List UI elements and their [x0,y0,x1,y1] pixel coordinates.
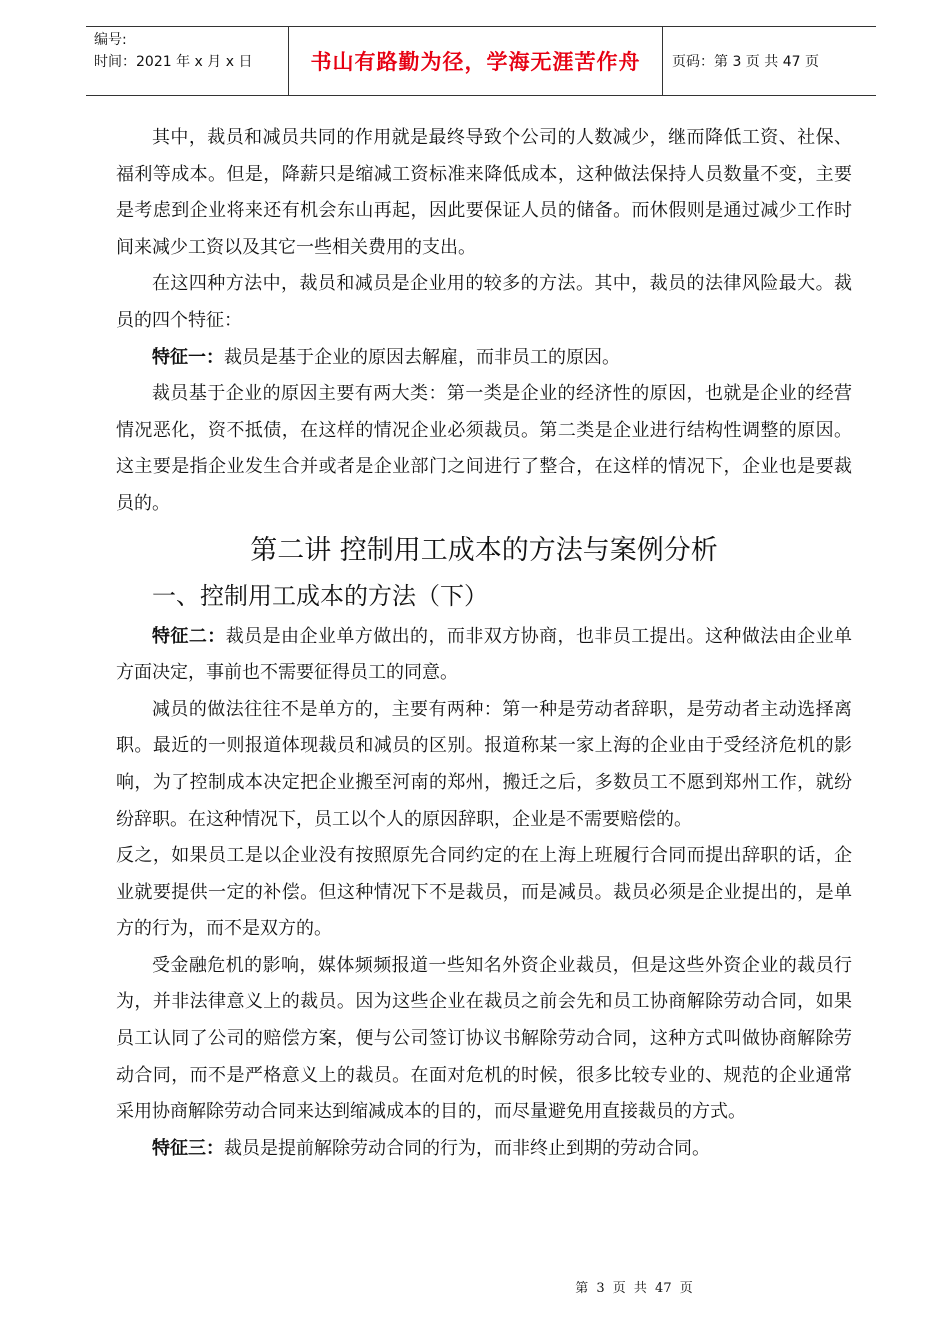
feature-label: 特征三： [152,1137,224,1159]
page-footer [0,1277,950,1296]
feature-paragraph [116,619,852,692]
feature-text: 裁员是由企业单方做出的，而非双方协商，也非员工提出。这种做法由企业单方面决定，事前也不需要征得员工的同意。 [116,625,853,684]
feature-paragraph [116,1131,852,1168]
paragraph: 其中，裁员和减员共同的作用就是最终导致个公司的人数减少，继而降低工资、社保、福利等成本。但是，降薪只是缩减工资标准来降低成本，这种做法保持人员数量不变，主要是考虑到企业将来还有机会东山再起，因此要保证人员的储备。而休假则是通过减少工作时间来减少工资以及其它一些相关费用的支出。 [116,127,852,258]
paragraph: 受金融危机的影响，媒体频频报道一些知名外资企业裁员，但是这些外资企业的裁员行为，并非法律意义上的裁员。因为这些企业在裁员之前会先和员工协商解除劳动合同，如果员工认同了公司的赔偿方案，便与公司签订协议书解除劳动合同，这种方式叫做协商解除劳动合同，而不是严格意义上的裁员。在面对危机的时候，很多比较专业的、规范的企业通常采用协商解除劳动合同来达到缩减成本的目的，而尽量避免用直接裁员的方式。 [116,954,852,1123]
header-meta [94,29,288,73]
paragraph: 在这四种方法中，裁员和减员是企业用的较多的方法。其中，裁员的法律风险最大。裁员的四个特征： [116,273,852,331]
feature-paragraph [116,340,852,377]
section-heading: 一、控制用工成本的方法（下） [152,581,488,610]
paragraph: 减员的做法往往不是单方的，主要有两种：第一种是劳动者辞职，是劳动者主动选择离职。最近的一则报道体现裁员和减员的区别。报道称某一家上海的企业由于受经济危机的影响，为了控制成本决定把企业搬至河南的郑州，搬迁之后，多数员工不愿到郑州工作，就纷纷辞职。在这种情况下，员工以个人的原因辞职，企业是不需要赔偿的。 [116,698,852,830]
lecture-heading: 第二讲 控制用工成本的方法与案例分析 [250,534,718,566]
page-header [86,26,876,96]
footer-page-number: 第 3 页 共 47 页 [575,1281,693,1296]
feature-label: 特征二： [152,625,226,647]
paragraph: 裁员基于企业的原因主要有两大类：第一类是企业的经济性的原因，也就是企业的经营情况恶化，资不抵债，在这样的情况企业必须裁员。第二类是企业进行结构性调整的原因。这主要是指企业发生合并或者是企业部门之间进行了整合，在这样的情况下，企业也是要裁员的。 [116,383,852,514]
header-number-label: 编号: [94,32,127,48]
header-page-label: 页码：第 3 页 共 47 页 [672,54,819,70]
header-time-label: 时间：2021 年 x 月 x 日 [94,54,253,70]
document-body [116,120,852,1167]
feature-text: 裁员是提前解除劳动合同的行为，而非终止到期的劳动合同。 [224,1137,710,1159]
paragraph: 反之，如果员工是以企业没有按照原先合同约定的在上海上班履行合同而提出辞职的话，企业就要提供一定的补偿。但这种情况下不是裁员，而是减员。裁员必须是企业提出的，是单方的行为，而不是双方的。 [116,845,852,940]
feature-label: 特征一： [152,346,224,368]
feature-text: 裁员是基于企业的原因去解雇，而非员工的原因。 [224,346,620,368]
header-motto: 书山有路勤为径，学海无涯苦作舟 [310,50,641,74]
header-divider [662,27,663,95]
